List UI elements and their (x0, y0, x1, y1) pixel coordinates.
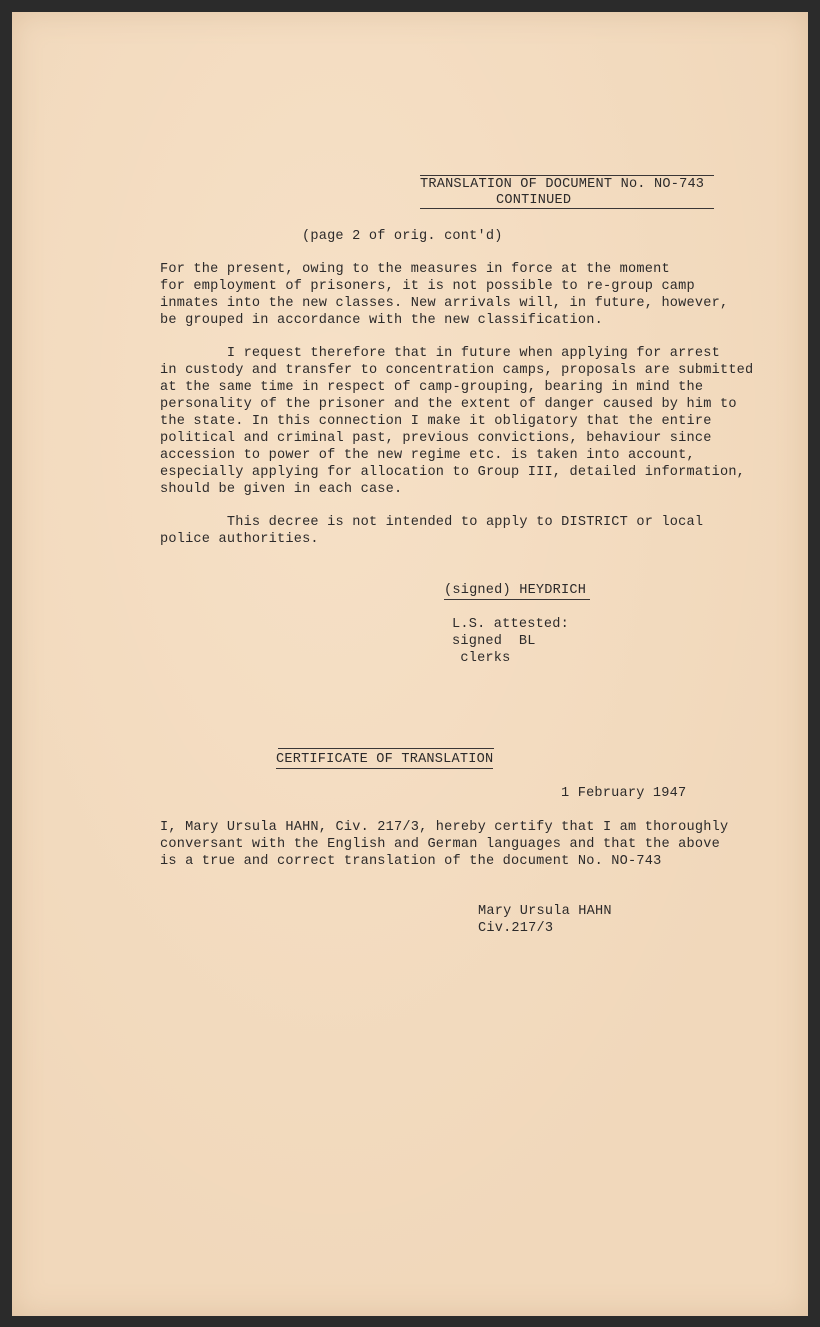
text-line: at the same time in respect of camp-grouping, bearing in mind the (160, 380, 704, 395)
paragraph-1 (160, 261, 728, 329)
text-line: This decree is not intended to apply to DISTRICT or local (160, 515, 704, 530)
text-line: the state. In this connection I make it obligatory that the entire (160, 414, 712, 429)
text-line: police authorities. (160, 532, 319, 547)
text-line: especially applying for allocation to Group III, detailed information, (160, 465, 746, 480)
signature-heydrich: (signed) HEYDRICH (444, 582, 590, 600)
page-note: (page 2 of orig. cont'd) (302, 229, 503, 244)
text-line: conversant with the English and German languages and that the above (160, 837, 720, 852)
text-line: for employment of prisoners, it is not possible to re-group camp (160, 279, 695, 294)
text-line: is a true and correct translation of the document No. NO-743 (160, 854, 662, 869)
translator-name: Mary Ursula HAHN (478, 904, 612, 919)
paragraph-2 (160, 345, 753, 498)
document-page (12, 12, 808, 1316)
text-line: be grouped in accordance with the new classification. (160, 313, 603, 328)
translator-signature (478, 903, 612, 937)
attested-line: L.S. attested: (452, 617, 570, 632)
paragraph-3 (160, 514, 703, 548)
text-line: I request therefore that in future when applying for arrest (160, 346, 720, 361)
text-line: For the present, owing to the measures in force at the moment (160, 262, 670, 277)
text-line: I, Mary Ursula HAHN, Civ. 217/3, hereby certify that I am thoroughly (160, 820, 729, 835)
signed-bl-line: signed BL (452, 634, 536, 649)
certificate-heading: CERTIFICATE OF TRANSLATION (276, 752, 494, 767)
text-line: in custody and transfer to concentration camps, proposals are submitted (160, 363, 754, 378)
document-title: TRANSLATION OF DOCUMENT No. NO-743 (420, 177, 705, 192)
text-line: should be given in each case. (160, 482, 403, 497)
certificate-top-rule (278, 748, 494, 749)
text-line: inmates into the new classes. New arrivals will, in future, however, (160, 296, 729, 311)
translator-civ: Civ.217/3 (478, 921, 554, 936)
header-bottom-rule (420, 208, 714, 209)
certificate-text (160, 819, 728, 870)
document-subtitle: CONTINUED (496, 193, 572, 208)
certificate-date: 1 February 1947 (561, 786, 687, 801)
text-line: political and criminal past, previous convictions, behaviour since (160, 431, 712, 446)
text-line: personality of the prisoner and the extent of danger caused by him to (160, 397, 737, 412)
attestation-block (452, 616, 569, 667)
clerks-line: clerks (452, 651, 511, 666)
text-line: accession to power of the new regime etc. is taken into account, (160, 448, 695, 463)
